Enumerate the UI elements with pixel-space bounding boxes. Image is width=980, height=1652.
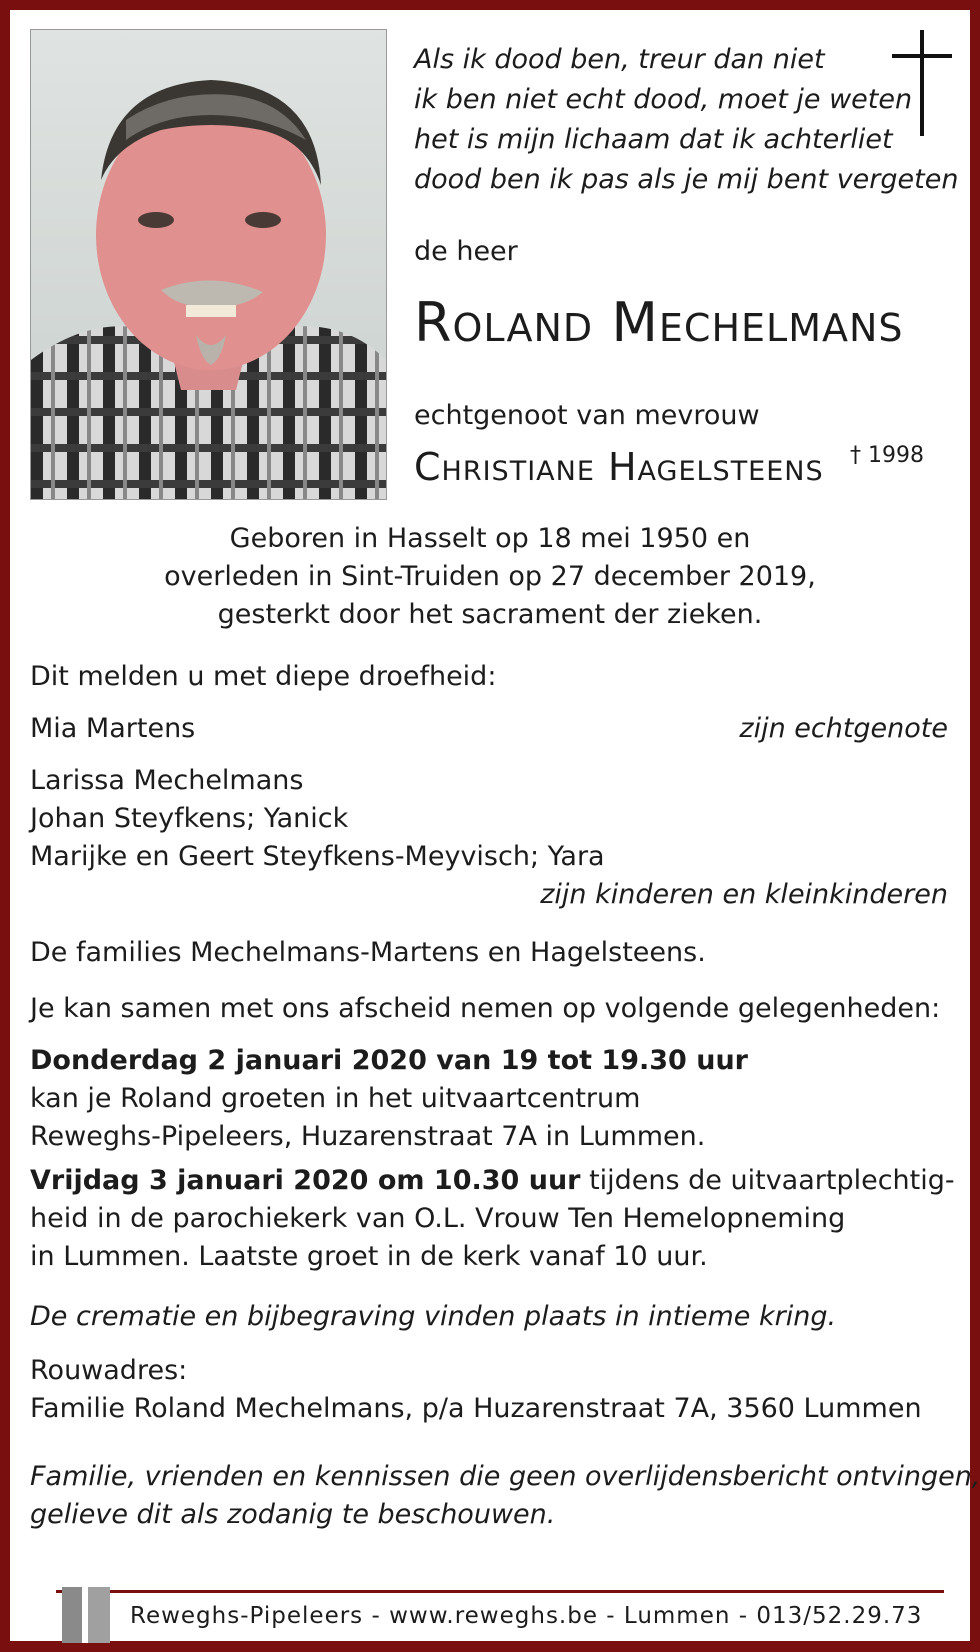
event-1 (30, 1042, 748, 1156)
partner-role: zijn echtgenote (739, 713, 948, 744)
cremation-note: De crematie en bijbegraving vinden plaats in intieme kring. (30, 1301, 837, 1332)
event-1-when: Donderdag 2 januari 2020 van 19 tot 19.30 uur (30, 1045, 748, 1076)
event-2-line: tijdens de uitvaartplechtig- (580, 1165, 955, 1196)
address-block (30, 1352, 922, 1428)
poem-line: dood ben ik pas als je mij bent vergeten (414, 164, 959, 195)
birth-line: Geboren in Hasselt op 18 mei 1950 en (229, 523, 751, 554)
list-item: Larissa Mechelmans (30, 765, 304, 796)
poem (414, 40, 958, 200)
death-line: overleden in Sint-Truiden op 27 december 2019, (164, 561, 816, 592)
event-2-line: heid in de parochiekerk van O.L. Vrouw Ten Hemelopneming (30, 1203, 846, 1234)
address-label: Rouwadres: (30, 1355, 188, 1386)
page-border-bottom (0, 1641, 980, 1652)
closing-line: Familie, vrienden en kennissen die geen overlijdensbericht ontvingen, (30, 1461, 980, 1492)
families-line: De families Mechelmans-Martens en Hagelsteens. (30, 937, 706, 968)
birth-death-block (40, 520, 940, 634)
sacrament-line: gesterkt door het sacrament der zieken. (217, 599, 763, 630)
event-2 (30, 1162, 955, 1276)
event-1-line: Reweghs-Pipeleers, Huzarenstraat 7A in Lummen. (30, 1121, 706, 1152)
poem-line: Als ik dood ben, treur dan niet (414, 44, 825, 75)
portrait-illustration (31, 30, 386, 499)
event-1-line: kan je Roland groeten in het uitvaartcentrum (30, 1083, 641, 1114)
cross-icon-bar (892, 54, 952, 58)
portrait-photo (30, 29, 387, 500)
announce-intro: Dit melden u met diepe droefheid: (30, 661, 497, 692)
poem-line: ik ben niet echt dood, moet je weten (414, 84, 913, 115)
deceased-name: Roland Mechelmans (414, 291, 904, 354)
funeral-home-logo-icon (60, 1581, 112, 1643)
address: Familie Roland Mechelmans, p/a Huzarenstraat 7A, 3560 Lummen (30, 1393, 922, 1424)
farewell-intro: Je kan samen met ons afscheid nemen op volgende gelegenheden: (30, 993, 941, 1024)
footer-contact: Reweghs-Pipeleers - www.reweghs.be - Lummen - 013/52.29.73 (130, 1603, 923, 1629)
title-prefix: de heer (414, 236, 518, 267)
event-2-when: Vrijdag 3 januari 2020 om 10.30 uur (30, 1165, 581, 1196)
footer-divider (56, 1590, 944, 1593)
list-item: Marijke en Geert Steyfkens-Meyvisch; Yara (30, 841, 605, 872)
spouse-death-year: † 1998 (850, 443, 924, 468)
children-role: zijn kinderen en kleinkinderen (540, 879, 948, 910)
closing-note (30, 1458, 980, 1534)
poem-line: het is mijn lichaam dat ik achterliet (414, 124, 893, 155)
spouse-name: Christiane Hagelsteens (414, 445, 824, 489)
spouse-label: echtgenoot van mevrouw (414, 400, 760, 431)
children-list (30, 762, 605, 876)
list-item: Johan Steyfkens; Yanick (30, 803, 349, 834)
event-2-line: in Lummen. Laatste groet in de kerk vanaf 10 uur. (30, 1241, 708, 1272)
partner-name: Mia Martens (30, 713, 196, 744)
closing-line: gelieve dit als zodanig te beschouwen. (30, 1499, 556, 1530)
cross-icon (920, 30, 924, 136)
